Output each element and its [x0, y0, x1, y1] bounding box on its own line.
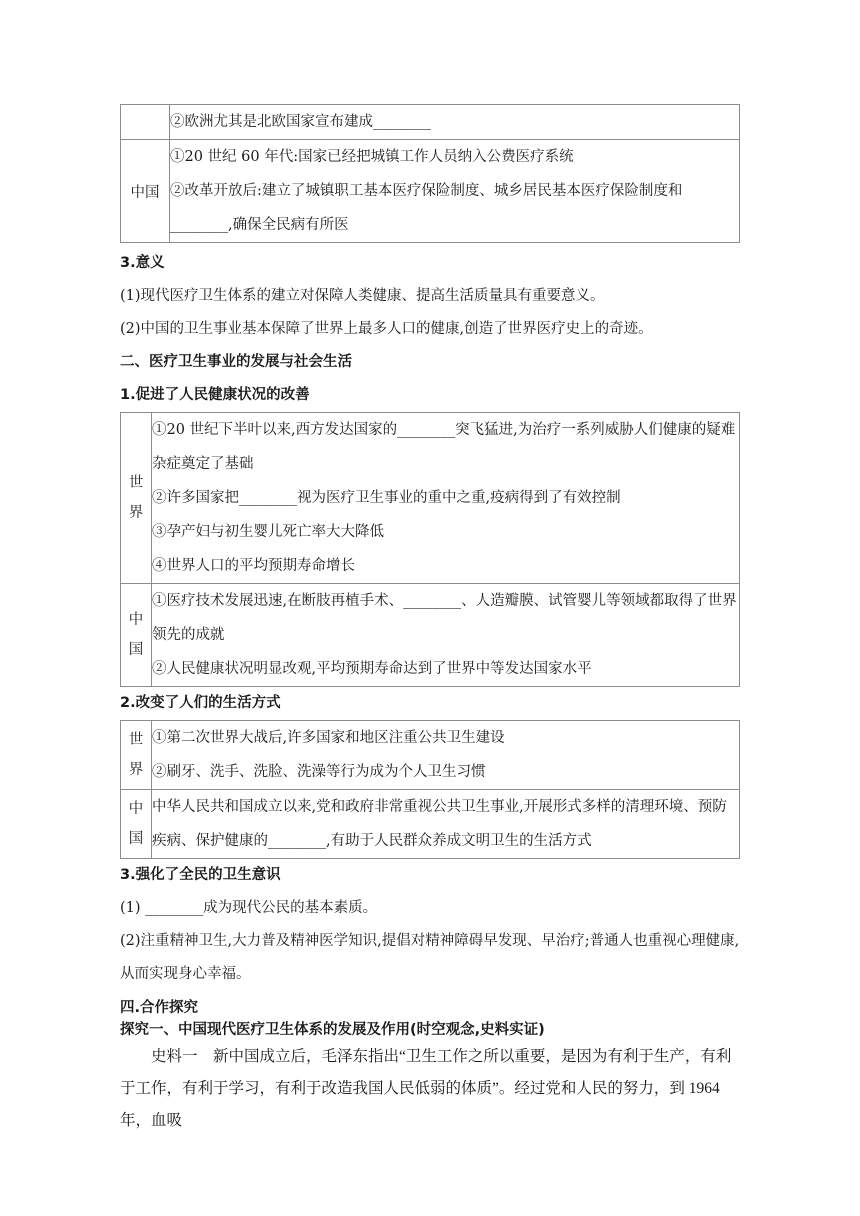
table-text: ③孕产妇与初生婴儿死亡率大大降低 [152, 524, 384, 540]
material-paragraph: 史料一 新中国成立后，毛泽东指出“卫生工作之所以重要，是因为有利于生产，有利于工作，有利于学习，有利于改造我国人民低弱的体质”。经过党和人民的努力，到 1964 年，血吸 [120, 1048, 732, 1129]
table-row [121, 413, 740, 584]
table-text: ①医疗技术发展迅速,在断肢再植手术、________、人造瓣膜、试管婴儿等领域都取得了世界领先的成就 [152, 593, 737, 643]
table-lifestyle [120, 720, 740, 859]
row-label [121, 105, 170, 140]
table-health-improvement [120, 412, 740, 687]
table-text: ②改革开放后:建立了城镇职工基本医疗保险制度、城乡居民基本医疗保险制度和 [170, 183, 683, 199]
table-row [121, 105, 740, 140]
table-row [121, 584, 740, 687]
table-text: ①20 世纪 60 年代:国家已经把城镇工作人员纳入公费医疗系统 [170, 149, 574, 165]
table-row [121, 790, 740, 859]
table-text: ①20 世纪下半叶以来,西方发达国家的________突飞猛进,为治疗一系列威胁人们健康的疑难杂症奠定了基础 [152, 422, 736, 472]
paragraph: (2)注重精神卫生,大力普及精神医学知识,提倡对精神障碍早发现、早治疗;普通人也重视心理健康,从而实现身心幸福。 [120, 933, 740, 982]
table-text: ②许多国家把________视为医疗卫生事业的重中之重,疫病得到了有效控制 [152, 490, 621, 506]
document-page [120, 104, 740, 1137]
row-content [170, 140, 740, 243]
paragraph: (2)中国的卫生事业基本保障了世界上最多人口的健康,创造了世界医疗史上的奇迹。 [120, 321, 653, 337]
row-content [170, 105, 740, 140]
table-text: ①第二次世界大战后,许多国家和地区注重公共卫生建设 [152, 730, 505, 746]
paragraph: (1)现代医疗卫生体系的建立对保障人类健康、提高生活质量具有重要意义。 [120, 288, 605, 304]
table-row [121, 140, 740, 243]
table-row [121, 721, 740, 790]
subsection-heading: 1.促进了人民健康状况的改善 [120, 387, 310, 403]
row-label-china: 中 国 [121, 584, 152, 687]
table-text: ②人民健康状况明显改观,平均预期寿命达到了世界中等发达国家水平 [152, 661, 592, 677]
row-label-world: 世 界 [121, 721, 152, 790]
table-health-system [120, 104, 740, 243]
table-text: ④世界人口的平均预期寿命增长 [152, 558, 355, 574]
section-heading: 四.合作探究 [120, 1000, 199, 1016]
row-content [152, 413, 740, 584]
row-content [152, 721, 740, 790]
subsection-heading: 3.强化了全民的卫生意识 [120, 867, 281, 883]
explore-heading: 探究一、中国现代医疗卫生体系的发展及作用(时空观念,史料实证) [120, 1022, 545, 1038]
table-text: ②刷牙、洗手、洗脸、洗澡等行为成为个人卫生习惯 [152, 764, 486, 780]
row-label-china: 中 国 [121, 790, 152, 859]
subsection-heading: 2.改变了人们的生活方式 [120, 695, 281, 711]
table-text: ②欧洲尤其是北欧国家宣布建成________ [170, 114, 431, 130]
table-text: 中华人民共和国成立以来,党和政府非常重视公共卫生事业,开展形式多样的清理环境、预防疾病、保护健康的________,有助于人民群众养成文明卫生的生活方式 [152, 799, 727, 849]
table-text: ________,确保全民病有所医 [170, 217, 349, 233]
paragraph: (1) ________成为现代公民的基本素质。 [120, 900, 378, 916]
row-content [152, 790, 740, 859]
section-heading-meaning: 3.意义 [120, 255, 165, 271]
section-heading: 二、医疗卫生事业的发展与社会生活 [120, 354, 352, 370]
row-label-world: 世 界 [121, 413, 152, 584]
row-label-china: 中国 [121, 140, 170, 243]
row-content [152, 584, 740, 687]
